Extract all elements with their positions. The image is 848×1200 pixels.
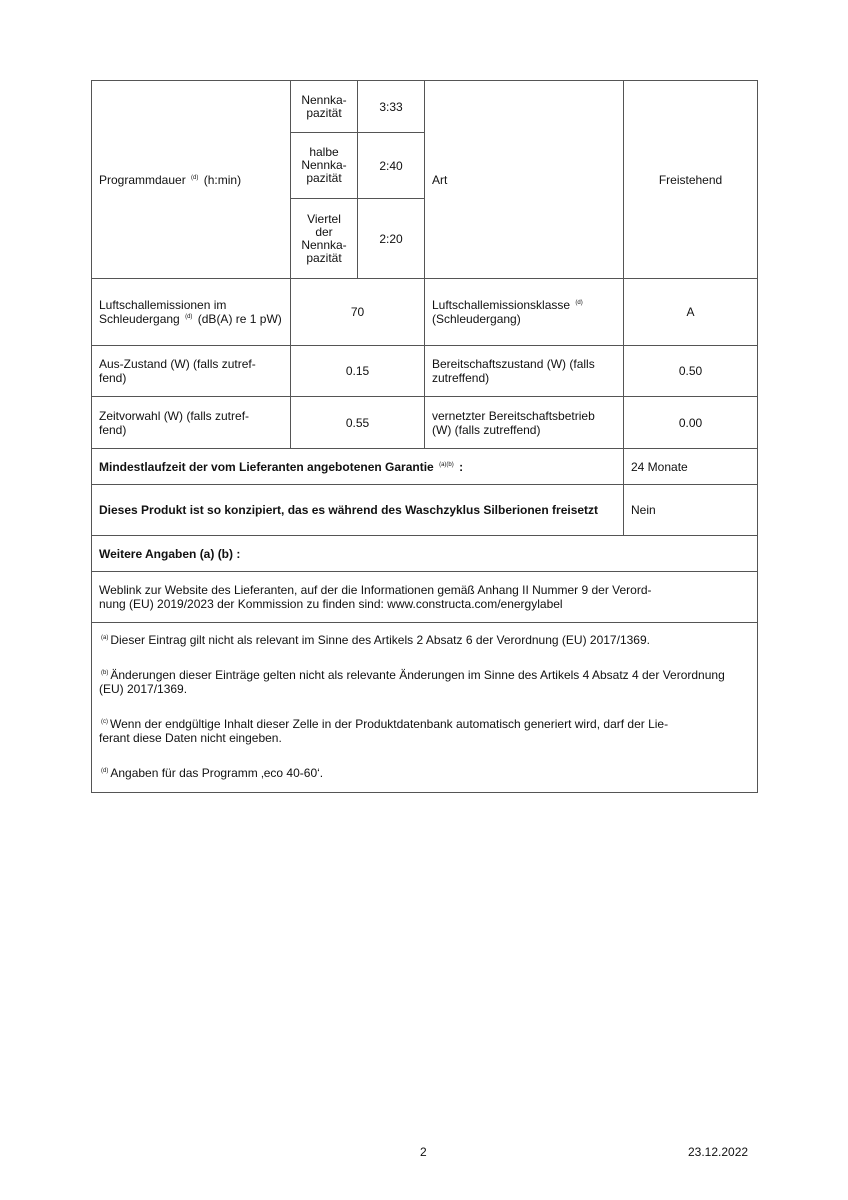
off-mode-row <box>92 346 758 397</box>
note-d-marker: (d) <box>101 768 109 774</box>
note-b-marker: (b) <box>101 670 109 676</box>
weblink-text: Weblink zur Website des Lieferanten, auf der die Informationen gemäß Anhang II Nummer 9 der Verord- nung (EU) 2019/2023 der Kommission zu finden sind: www.constructa.com/energylabel <box>92 572 758 623</box>
product-info-table <box>91 80 758 793</box>
note-a-marker: (a) <box>101 635 109 641</box>
type-value: Freistehend <box>624 81 758 279</box>
noise-class-sub: (Schleudergang) <box>432 312 521 326</box>
capacity-half-label: halbe Nennka- pazität <box>291 133 358 199</box>
program-duration-sup: (d) <box>191 174 199 181</box>
note-d-text: Angaben für das Programm ‚eco 40-60‘. <box>110 766 324 780</box>
delay-start-row <box>92 397 758 449</box>
program-duration-row <box>92 81 758 133</box>
standby-value: 0.50 <box>624 346 758 397</box>
guarantee-label <box>92 449 624 485</box>
capacity-quarter-label: Viertel der Nennka- pazität <box>291 199 358 279</box>
silver-ions-row <box>92 485 758 536</box>
note-c-marker: (c) <box>101 719 108 725</box>
noise-class-text: Luftschallemissionsklasse <box>432 298 571 312</box>
further-info-row <box>92 536 758 572</box>
guarantee-colon: : <box>459 459 464 474</box>
noise-label-text: Luftschallemissionen im Schleudergang <box>99 298 227 326</box>
silver-ions-label: Dieses Produkt ist so konzipiert, das es während des Waschzyklus Silberionen freisetzt <box>92 485 624 536</box>
noise-value: 70 <box>291 279 425 346</box>
noise-class-value: A <box>624 279 758 346</box>
delay-start-value: 0.55 <box>291 397 425 449</box>
page-number: 2 <box>420 1145 427 1159</box>
noise-label <box>92 279 291 346</box>
noise-sup: (d) <box>185 314 193 320</box>
capacity-full-label: Nennka- pazität <box>291 81 358 133</box>
note-d <box>99 766 750 780</box>
guarantee-label-text: Mindestlaufzeit der vom Lieferanten angebotenen Garantie <box>99 459 434 474</box>
noise-unit: (dB(A) re 1 pW) <box>197 312 282 326</box>
program-duration-unit: (h:min) <box>203 172 242 187</box>
note-c <box>99 717 750 745</box>
note-a <box>99 633 750 647</box>
capacity-half-value: 2:40 <box>358 133 425 199</box>
note-a-text: Dieser Eintrag gilt nicht als relevant im Sinne des Artikels 2 Absatz 6 der Verordnung (EU) 2017/1369. <box>110 633 650 647</box>
program-duration-label <box>92 81 291 279</box>
guarantee-value: 24 Monate <box>624 449 758 485</box>
capacity-full-value: 3:33 <box>358 81 425 133</box>
noise-class-sup: (d) <box>575 300 583 306</box>
notes-cell <box>92 623 758 793</box>
noise-row <box>92 279 758 346</box>
guarantee-sup: (a)(b) <box>439 461 454 468</box>
note-c-text: Wenn der endgültige Inhalt dieser Zelle in der Produktdatenbank automatisch generiert wird, darf der Lie- ferant diese Daten nicht eingeben. <box>99 717 669 745</box>
off-mode-value: 0.15 <box>291 346 425 397</box>
networked-standby-label: vernetzter Bereitschaftsbetrieb (W) (falls zutreffend) <box>425 397 624 449</box>
networked-standby-value: 0.00 <box>624 397 758 449</box>
note-b-text: Änderungen dieser Einträge gelten nicht als relevante Änderungen im Sinne des Artikels 4 Absatz 4 der Verordnung (EU) 2017/1369. <box>99 668 725 696</box>
notes-row <box>92 623 758 793</box>
footer-date: 23.12.2022 <box>688 1145 749 1159</box>
guarantee-row <box>92 449 758 485</box>
standby-label: Bereitschaftszustand (W) (falls zutreffend) <box>425 346 624 397</box>
silver-ions-value: Nein <box>624 485 758 536</box>
capacity-quarter-value: 2:20 <box>358 199 425 279</box>
noise-class-label <box>425 279 624 346</box>
type-label: Art <box>425 81 624 279</box>
further-info-label: Weitere Angaben (a) (b) : <box>92 536 758 572</box>
delay-start-label: Zeitvorwahl (W) (falls zutref- fend) <box>92 397 291 449</box>
weblink-row <box>92 572 758 623</box>
off-mode-label: Aus-Zustand (W) (falls zutref- fend) <box>92 346 291 397</box>
program-duration-text: Programmdauer <box>99 172 186 187</box>
note-b <box>99 668 750 696</box>
